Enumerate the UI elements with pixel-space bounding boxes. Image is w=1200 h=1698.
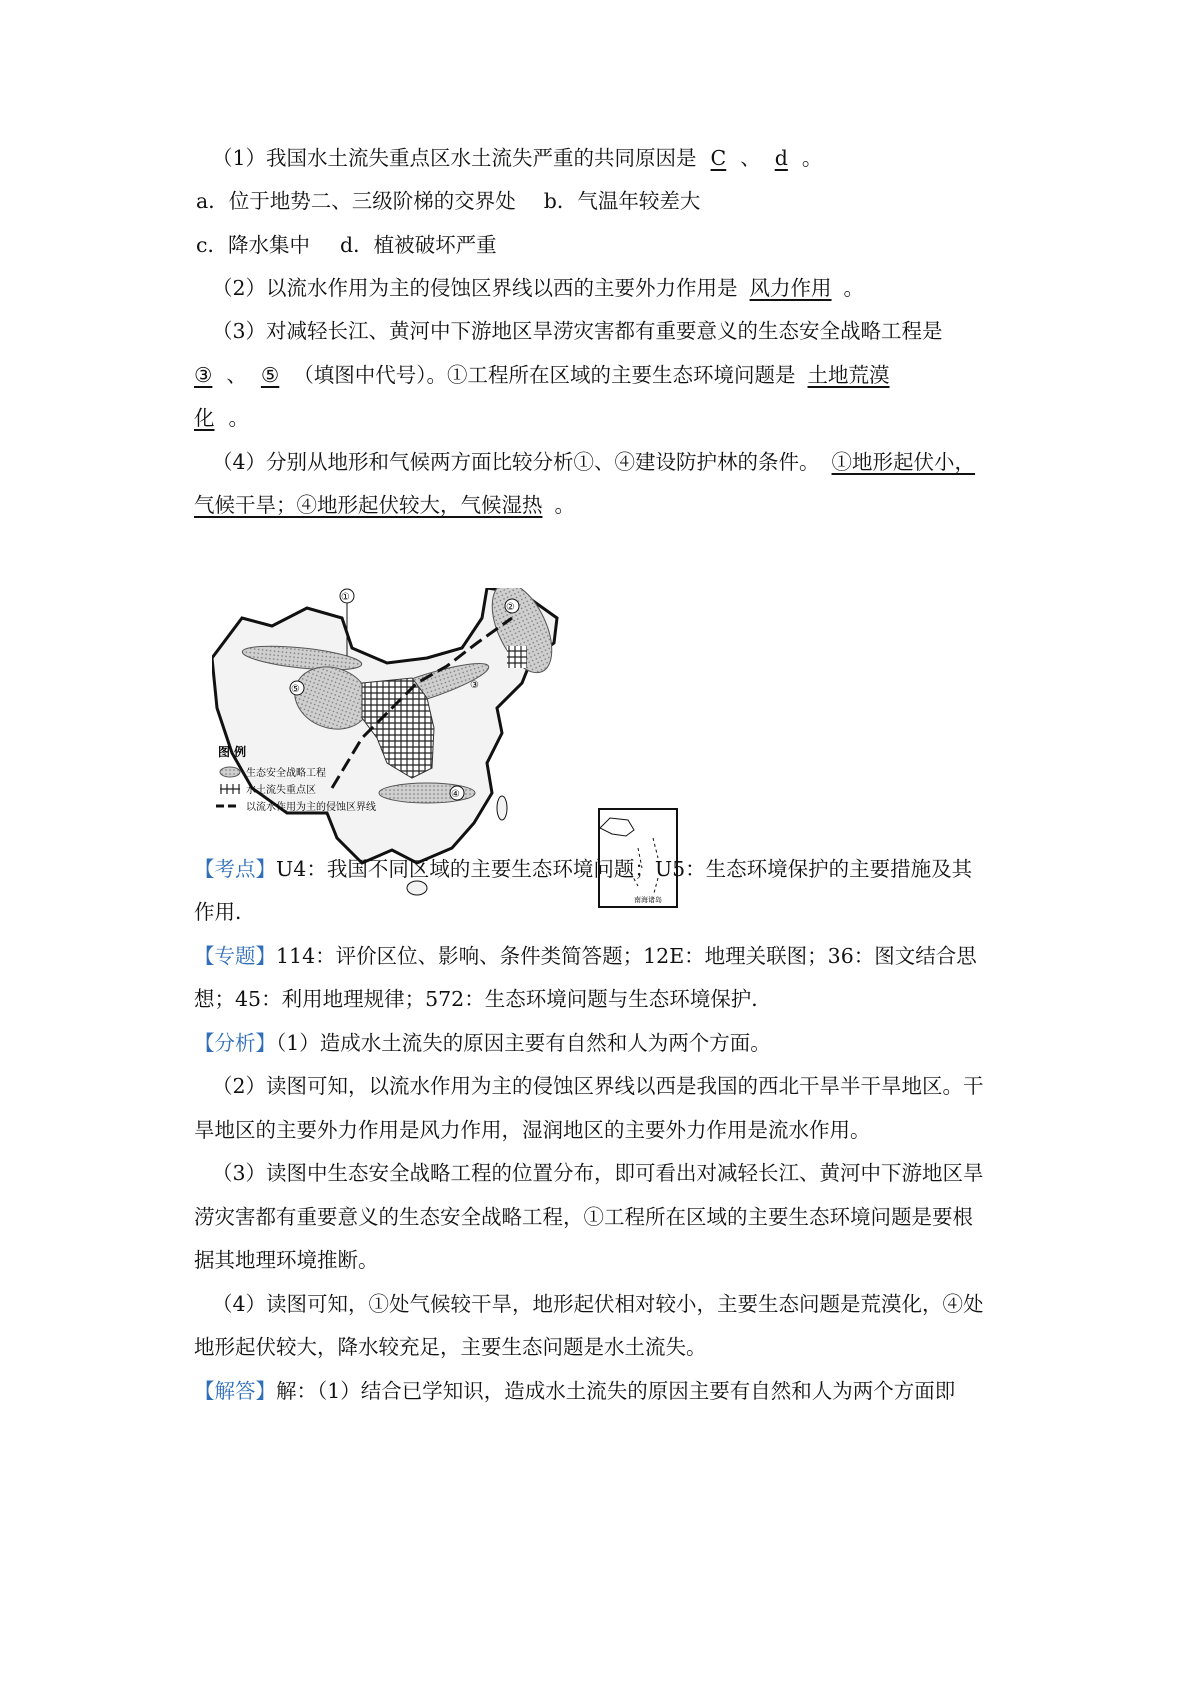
label-4: ④: [451, 789, 460, 800]
label-3: ③: [470, 680, 479, 691]
legend-item-2: 水土流失重点区: [246, 785, 316, 796]
fenxi-p2-line-1: （2）读图可知，以流水作用为主的侵蚀区界线以西是我国的西北干旱半干旱地区。干: [212, 1074, 984, 1098]
q3-answer-1: ③: [194, 363, 213, 387]
taiwan-island: [497, 796, 507, 820]
zhuanti-line-1: 【专题】114：评价区位、影响、条件类简答题；12E：地理关联图；36：图文结合思: [194, 944, 977, 968]
fenxi-tag: 【分析】: [194, 1031, 276, 1055]
q2-line: （2）以流水作用为主的侵蚀区界线以西的主要外力作用是 风力作用 。: [212, 276, 865, 300]
kaodian-line-1: 【考点】U4：我国不同区域的主要生态环境问题；U5：生态环境保护的主要措施及其: [194, 857, 973, 881]
option-a: a．位于地势二、三级阶梯的交界处: [196, 189, 516, 213]
zhuanti-line-2: 想；45：利用地理规律；572：生态环境问题与生态环境保护．: [194, 987, 772, 1011]
legend-title: 图 例: [218, 745, 247, 759]
options-line-1: [196, 186, 700, 216]
soil-erosion-area-ne: [507, 646, 527, 668]
q4-line-2: 气候干旱；④地形起伏较大，气候湿热 。: [194, 493, 575, 517]
fenxi-p2-line-2: 旱地区的主要外力作用是风力作用，湿润地区的主要外力作用是流水作用。: [194, 1118, 871, 1142]
q4-line-1: （4）分别从地形和气候两方面比较分析①、④建设防护林的条件。 ①地形起伏小，: [212, 450, 976, 474]
q1-line: （1）我国水土流失重点区水土流失严重的共同原因是 C 、 d 。: [212, 146, 823, 170]
q3-line-2: ③ 、 ⑤ （填图中代号）。①工程所在区域的主要生态环境问题是 土地荒漠: [194, 363, 890, 387]
fenxi-p3-line-2: 涝灾害都有重要意义的生态安全战略工程，①工程所在区域的主要生态环境问题是要根: [194, 1205, 973, 1229]
zhuanti-tag: 【专题】: [194, 944, 276, 968]
q4-answer-b: 气候干旱；④地形起伏较大，气候湿热: [194, 493, 543, 517]
legend-item-3: 以流水作用为主的侵蚀区界线: [246, 802, 376, 813]
q1-answer-2: d: [774, 146, 788, 170]
fenxi-p4-line-2: 地形起伏较大，降水较充足，主要生态问题是水土流失。: [194, 1335, 707, 1359]
legend-item-1: 生态安全战略工程: [246, 768, 326, 779]
jieda-line: 【解答】解：（1）结合已学知识，造成水土流失的原因主要有自然和人为两个方面即: [194, 1379, 956, 1403]
kaodian-line-2: 作用．: [194, 900, 256, 924]
fenxi-line-1: 【分析】（1）造成水土流失的原因主要有自然和人为两个方面。: [194, 1031, 771, 1055]
q1-answer-1: C: [710, 146, 727, 170]
kaodian-tag: 【考点】: [194, 857, 276, 881]
q3-line-3: 化 。: [194, 406, 249, 430]
options-line-2: [196, 230, 497, 260]
jieda-tag: 【解答】: [194, 1379, 276, 1403]
inset-label: 南海诸岛: [634, 896, 662, 904]
option-b: b．气温年较差大: [543, 189, 701, 213]
q2-answer: 风力作用: [749, 276, 832, 300]
q3-answer-3a: 土地荒漠: [807, 363, 890, 387]
fenxi-p4-line-1: （4）读图可知，①处气候较干旱，地形起伏相对较小，主要生态问题是荒漠化，④处: [212, 1292, 984, 1316]
label-1: ①: [341, 592, 350, 603]
fenxi-p3-line-1: （3）读图中生态安全战略工程的位置分布，即可看出对减轻长江、黄河中下游地区旱: [212, 1161, 984, 1185]
fenxi-p3-line-3: 据其地理环境推断。: [194, 1248, 379, 1272]
q3-line-1: （3）对减轻长江、黄河中下游地区旱涝灾害都有重要意义的生态安全战略工程是: [212, 319, 943, 343]
option-c: c．降水集中: [196, 233, 310, 257]
q3-answer-3b: 化: [194, 406, 215, 430]
label-5: ⑤: [291, 684, 300, 695]
option-d: d．植被破坏严重: [339, 233, 497, 257]
label-2: ②: [506, 602, 515, 613]
q4-answer-a: ①地形起伏小，: [831, 450, 976, 474]
q3-answer-2: ⑤: [260, 363, 280, 387]
